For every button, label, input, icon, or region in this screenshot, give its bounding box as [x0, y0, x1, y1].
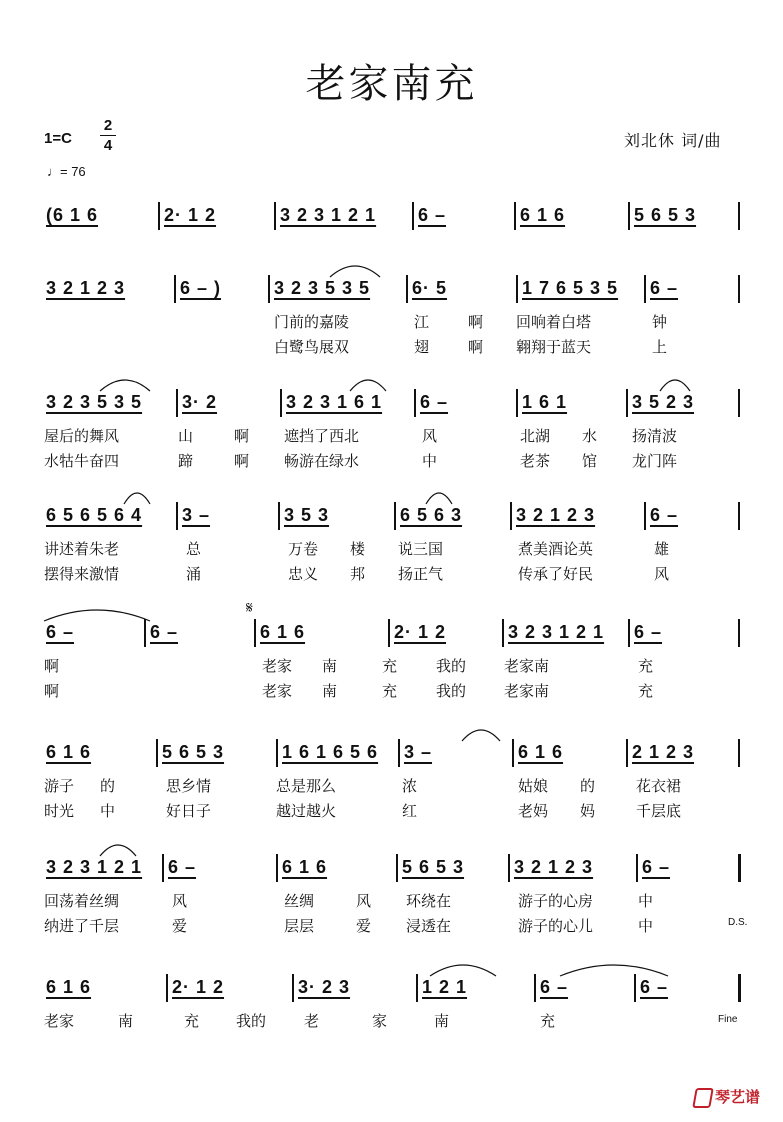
- lyric-text: 充: [382, 657, 398, 675]
- measure-notes: 6 1 6: [260, 622, 306, 642]
- lyric-text: 扬正气: [398, 565, 444, 583]
- lyric-text: 家: [372, 1012, 388, 1030]
- lyric-text: 中: [422, 452, 438, 470]
- lyric-text: 楼: [350, 540, 366, 558]
- lyric-text: 爱: [356, 917, 372, 935]
- lyric-text: 浓: [402, 777, 418, 795]
- lyric-text: 雄: [654, 540, 670, 558]
- lyric-text: 千层底: [636, 802, 682, 820]
- lyric-text: 南: [434, 1012, 450, 1030]
- time-divider: [100, 135, 116, 136]
- lyric-text: 白鹭鸟展双: [274, 338, 350, 356]
- barline: [412, 202, 414, 230]
- lyric-text: 翱翔于蓝天: [516, 338, 592, 356]
- lyric-text: 我的: [236, 1012, 267, 1030]
- lyric-text: 风: [356, 892, 372, 910]
- time-signature: [100, 118, 116, 153]
- lyric-text: 老家南: [504, 682, 550, 700]
- measure-notes: 6 1 6: [520, 205, 566, 225]
- measure-notes: (6 1 6: [46, 205, 99, 225]
- measure-notes: 5 6 5 3: [634, 205, 697, 225]
- lyric-text: 老家南: [504, 657, 550, 675]
- measure-notes: 3 –: [182, 505, 211, 525]
- lyric-text: 水牯牛奋四: [44, 452, 120, 470]
- measure-notes: 6 –: [46, 622, 75, 642]
- lyric-text: 游子: [44, 777, 75, 795]
- lyric-text: 老妈: [518, 802, 549, 820]
- measure-notes: 6 5 6 5 6 4: [46, 505, 143, 525]
- lyric-text: 纳进了千层: [44, 917, 120, 935]
- measure-notes: 6 – ): [180, 278, 222, 298]
- lyric-text: 南: [118, 1012, 134, 1030]
- lyric-text: 时光: [44, 802, 75, 820]
- lyric-text: 啊: [234, 452, 250, 470]
- key-signature: 1=C: [44, 130, 72, 147]
- measure-notes: 5 6 5 3: [162, 742, 225, 762]
- logo-icon: [692, 1088, 714, 1108]
- measure-notes: 3 –: [404, 742, 433, 762]
- measure-notes: 6 1 6: [46, 977, 92, 997]
- lyric-text: 游子的心房: [518, 892, 594, 910]
- credit: 刘北休 词/曲: [624, 131, 722, 150]
- lyric-text: 爱: [172, 917, 188, 935]
- lyric-text: 浸透在: [406, 917, 452, 935]
- lyric-text: 水: [582, 427, 598, 445]
- lyric-text: 老茶: [520, 452, 551, 470]
- measure-notes: 2· 1 2: [394, 622, 447, 642]
- lyric-text: 风: [422, 427, 438, 445]
- lyric-text: 红: [402, 802, 418, 820]
- lyric-text: 好日子: [166, 802, 212, 820]
- measure-notes: 3 5 3: [284, 505, 330, 525]
- measure-notes: 6 –: [420, 392, 449, 412]
- measure-notes: 3· 2 3: [298, 977, 351, 997]
- lyric-text: 龙门阵: [632, 452, 678, 470]
- quarter-note-icon: ♩: [47, 164, 60, 179]
- lyric-text: 环绕在: [406, 892, 452, 910]
- lyric-text: 传承了好民: [518, 565, 594, 583]
- lyric-text: 回荡着丝绸: [44, 892, 120, 910]
- lyric-text: 的: [580, 777, 596, 795]
- lyric-text: 充: [184, 1012, 200, 1030]
- lyric-text: 风: [172, 892, 188, 910]
- lyric-text: 老: [304, 1012, 320, 1030]
- page-title: 老家南充: [305, 61, 478, 107]
- measure-notes: 6 –: [150, 622, 179, 642]
- barline: [158, 202, 160, 230]
- measure-notes: 3 2 1 2 3: [46, 278, 126, 298]
- measure-notes: 3 2 1 2 3: [514, 857, 594, 877]
- measure-notes: 6· 5: [412, 278, 448, 298]
- lyric-text: 充: [382, 682, 398, 700]
- score-system: [0, 500, 783, 596]
- lyric-text: 山: [178, 427, 194, 445]
- lyric-text: 忠义: [288, 565, 319, 583]
- lyric-text: 门前的嘉陵: [274, 313, 350, 331]
- measure-notes: 1 2 1: [422, 977, 468, 997]
- measure-notes: 3 2 3 1 2 1: [280, 205, 377, 225]
- score-system: [0, 273, 783, 369]
- lyric-text: 煮美酒论英: [518, 540, 594, 558]
- lyric-text: 我的: [436, 682, 467, 700]
- measure-notes: 6 –: [540, 977, 569, 997]
- measure-notes: 3 2 3 5 3 5: [274, 278, 371, 298]
- lyric-text: 总是那么: [276, 777, 337, 795]
- lyric-text: 蹄: [178, 452, 194, 470]
- lyric-text: 上: [652, 338, 668, 356]
- lyric-text: 老家: [44, 1012, 75, 1030]
- lyric-text: 啊: [44, 682, 60, 700]
- slur-arc: [0, 954, 783, 984]
- slur-arc: [0, 599, 783, 629]
- measure-notes: 2 1 2 3: [632, 742, 695, 762]
- lyric-text: 充: [638, 657, 654, 675]
- lyric-text: 回响着白塔: [516, 313, 592, 331]
- lyric-text: 啊: [234, 427, 250, 445]
- barline: [628, 202, 630, 230]
- barline: [738, 202, 740, 230]
- measure-notes: 6 –: [634, 622, 663, 642]
- measure-notes: 6 1 6: [282, 857, 328, 877]
- lyric-text: 南: [322, 682, 338, 700]
- lyric-text: 讲述着朱老: [44, 540, 120, 558]
- lyric-text: 中: [100, 802, 116, 820]
- lyric-text: 摆得来激情: [44, 565, 120, 583]
- score-system: [0, 617, 783, 713]
- lyric-text: 中: [638, 892, 654, 910]
- segno-icon: 𝄋: [246, 598, 253, 617]
- lyric-text: 风: [654, 565, 670, 583]
- slur-arc: [0, 255, 783, 285]
- lyric-text: 的: [100, 777, 116, 795]
- lyric-text: 中: [638, 917, 654, 935]
- fine-mark: Fine: [718, 1014, 738, 1025]
- measure-notes: 6 1 6: [46, 742, 92, 762]
- slur-arc: [0, 482, 783, 512]
- lyric-text: 啊: [468, 313, 484, 331]
- measure-notes: 2· 1 2: [164, 205, 217, 225]
- lyric-text: 游子的心儿: [518, 917, 594, 935]
- tempo-value: = 76: [60, 164, 86, 179]
- measure-notes: 6 –: [640, 977, 669, 997]
- lyric-text: 思乡情: [166, 777, 212, 795]
- watermark-logo: [694, 1086, 760, 1108]
- score-system: [0, 972, 783, 1068]
- measure-notes: 6 5 6 3: [400, 505, 463, 525]
- lyric-text: 南: [322, 657, 338, 675]
- lyric-text: 总: [186, 540, 202, 558]
- lyric-text: 老家: [262, 682, 293, 700]
- time-denominator: 4: [103, 137, 113, 154]
- lyric-text: 北湖: [520, 427, 551, 445]
- lyric-text: 老家: [262, 657, 293, 675]
- measure-notes: 6 –: [418, 205, 447, 225]
- slur-arc: [0, 719, 783, 749]
- lyric-text: 越过越火: [276, 802, 337, 820]
- measure-notes: 6 –: [650, 505, 679, 525]
- lyric-text: 妈: [580, 802, 596, 820]
- slur-arc: [0, 369, 783, 399]
- score-system: [0, 852, 783, 948]
- lyric-text: 遮挡了西北: [284, 427, 360, 445]
- ds-mark: D.S.: [728, 917, 748, 928]
- measure-notes: 3 5 2 3: [632, 392, 695, 412]
- slur-arc: [0, 834, 783, 864]
- measure-notes: 3 2 3 5 3 5: [46, 392, 143, 412]
- lyric-text: 充: [540, 1012, 556, 1030]
- measure-notes: 3 2 1 2 3: [516, 505, 596, 525]
- lyric-text: 啊: [44, 657, 60, 675]
- lyric-text: 姑娘: [518, 777, 549, 795]
- lyric-text: 丝绸: [284, 892, 315, 910]
- lyric-text: 层层: [284, 917, 315, 935]
- lyric-text: 扬清波: [632, 427, 678, 445]
- measure-notes: 6 –: [642, 857, 671, 877]
- measure-notes: 6 –: [168, 857, 197, 877]
- lyric-text: 畅游在绿水: [284, 452, 360, 470]
- score-system: [0, 737, 783, 833]
- time-numerator: 2: [103, 117, 113, 134]
- lyric-text: 邦: [350, 565, 366, 583]
- measure-notes: 3· 2: [182, 392, 218, 412]
- lyric-text: 啊: [468, 338, 484, 356]
- barline: [514, 202, 516, 230]
- lyric-text: 屋后的舞风: [44, 427, 120, 445]
- lyric-text: 我的: [436, 657, 467, 675]
- lyric-text: 钟: [652, 313, 668, 331]
- measure-notes: 6 –: [650, 278, 679, 298]
- measure-notes: 1 6 1 6 5 6: [282, 742, 379, 762]
- lyric-text: 说三国: [398, 540, 444, 558]
- lyric-text: 翅: [414, 338, 430, 356]
- measure-notes: 3 2 3 1 2 1: [46, 857, 143, 877]
- measure-notes: 2· 1 2: [172, 977, 225, 997]
- measure-notes: 1 6 1: [522, 392, 568, 412]
- watermark-text: 琴艺谱: [715, 1088, 761, 1106]
- tempo-marking: [47, 164, 86, 179]
- measure-notes: 3 2 3 1 6 1: [286, 392, 383, 412]
- score-system: [0, 387, 783, 483]
- lyric-text: 充: [638, 682, 654, 700]
- lyric-text: 花衣裙: [636, 777, 682, 795]
- measure-notes: 5 6 5 3: [402, 857, 465, 877]
- lyric-text: 涌: [186, 565, 202, 583]
- lyric-text: 馆: [582, 452, 598, 470]
- lyric-text: 万卷: [288, 540, 319, 558]
- barline: [274, 202, 276, 230]
- measure-notes: 1 7 6 5 3 5: [522, 278, 619, 298]
- lyric-text: 江: [414, 313, 430, 331]
- measure-notes: 3 2 3 1 2 1: [508, 622, 605, 642]
- measure-notes: 6 1 6: [518, 742, 564, 762]
